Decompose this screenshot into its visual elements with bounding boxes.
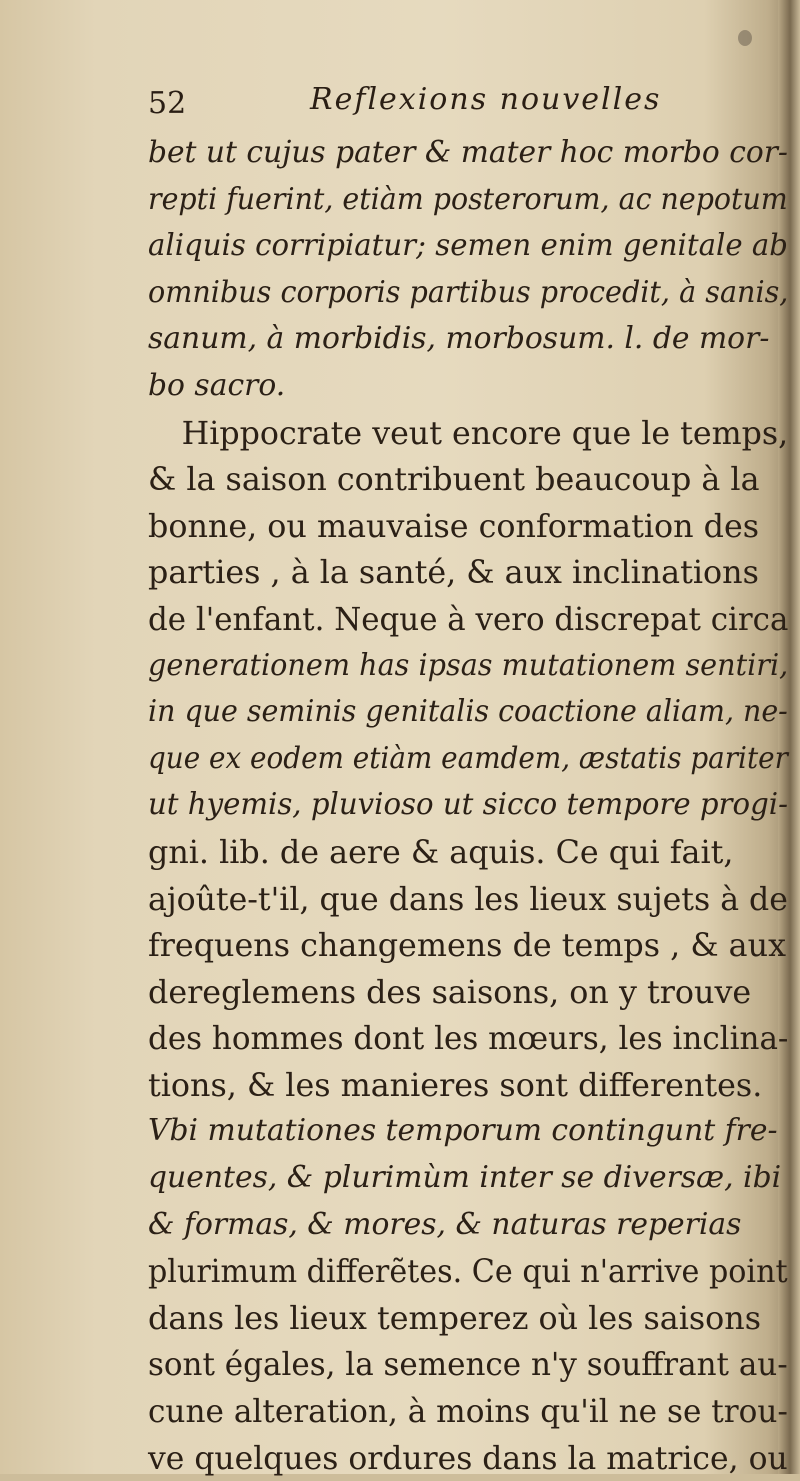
text-line: dans les lieux temperez où les saisons [148, 1298, 762, 1337]
text-line: sont égales, la semence n'y souffrant au- [148, 1345, 788, 1384]
text-line: parties , à la santé, & aux inclinations [148, 553, 759, 592]
page-number: 52 [148, 86, 187, 121]
text-line: ut hyemis, pluvioso ut sicco tempore progi- [148, 787, 788, 823]
ink-spot [738, 30, 752, 46]
text-line: dereglemens des saisons, on y trouve [148, 972, 752, 1011]
text-line: sanum, à morbidis, morbosum. l. de mor- [148, 321, 770, 357]
text-line: in que seminis genitalis coactione aliam, ne- [148, 694, 788, 730]
text-line: frequens changemens de temps , & aux [148, 926, 786, 965]
text-line: Hippocrate veut encore que le temps, [181, 413, 789, 452]
text-line: aliquis corripiatur; semen enim genitale ab [148, 228, 788, 264]
text-line: cune alteration, à moins qu'il ne se trou- [148, 1392, 788, 1431]
text-line: bet ut cujus pater & mater hoc morbo cor- [148, 135, 788, 170]
text-line: bonne, ou mauvaise conformation des [148, 506, 760, 545]
text-line: plurimum differẽtes. Ce qui n'arrive point [148, 1252, 788, 1291]
running-title: Reflexions nouvelles [310, 82, 662, 117]
text-line: & la saison contribuent beaucoup à la [148, 460, 760, 499]
text-line: bo sacro. [148, 367, 286, 403]
text-line: gni. lib. de aere & aquis. Ce qui fait, [148, 832, 734, 871]
text-line: & formas, & mores, & naturas reperias [148, 1206, 742, 1242]
text-line: generationem has ipsas mutationem sentiri, [148, 647, 789, 683]
running-header [148, 82, 708, 132]
text-line: quentes, & plurimùm inter se diversæ, ibi [148, 1160, 782, 1196]
text-line: ve quelques ordures dans la matrice, ou [148, 1438, 788, 1477]
text-line: Vbi mutationes temporum contingunt fre- [148, 1113, 778, 1149]
text-line: que ex eodem etiàm eamdem, æstatis pariter [148, 740, 788, 776]
text-line: repti fuerint, etiàm posterorum, ac nepotum [148, 181, 788, 217]
text-line: omnibus corporis partibus procedit, à sanis, [148, 274, 789, 310]
text-line: ajoûte-t'il, que dans les lieux sujets à de [148, 879, 788, 918]
text-line: tions, & les manieres sont differentes. [148, 1065, 763, 1104]
body-text [148, 130, 793, 1481]
text-line: de l'enfant. Neque à vero discrepat circa [148, 599, 789, 638]
text-line: des hommes dont les mœurs, les inclina- [148, 1019, 789, 1058]
